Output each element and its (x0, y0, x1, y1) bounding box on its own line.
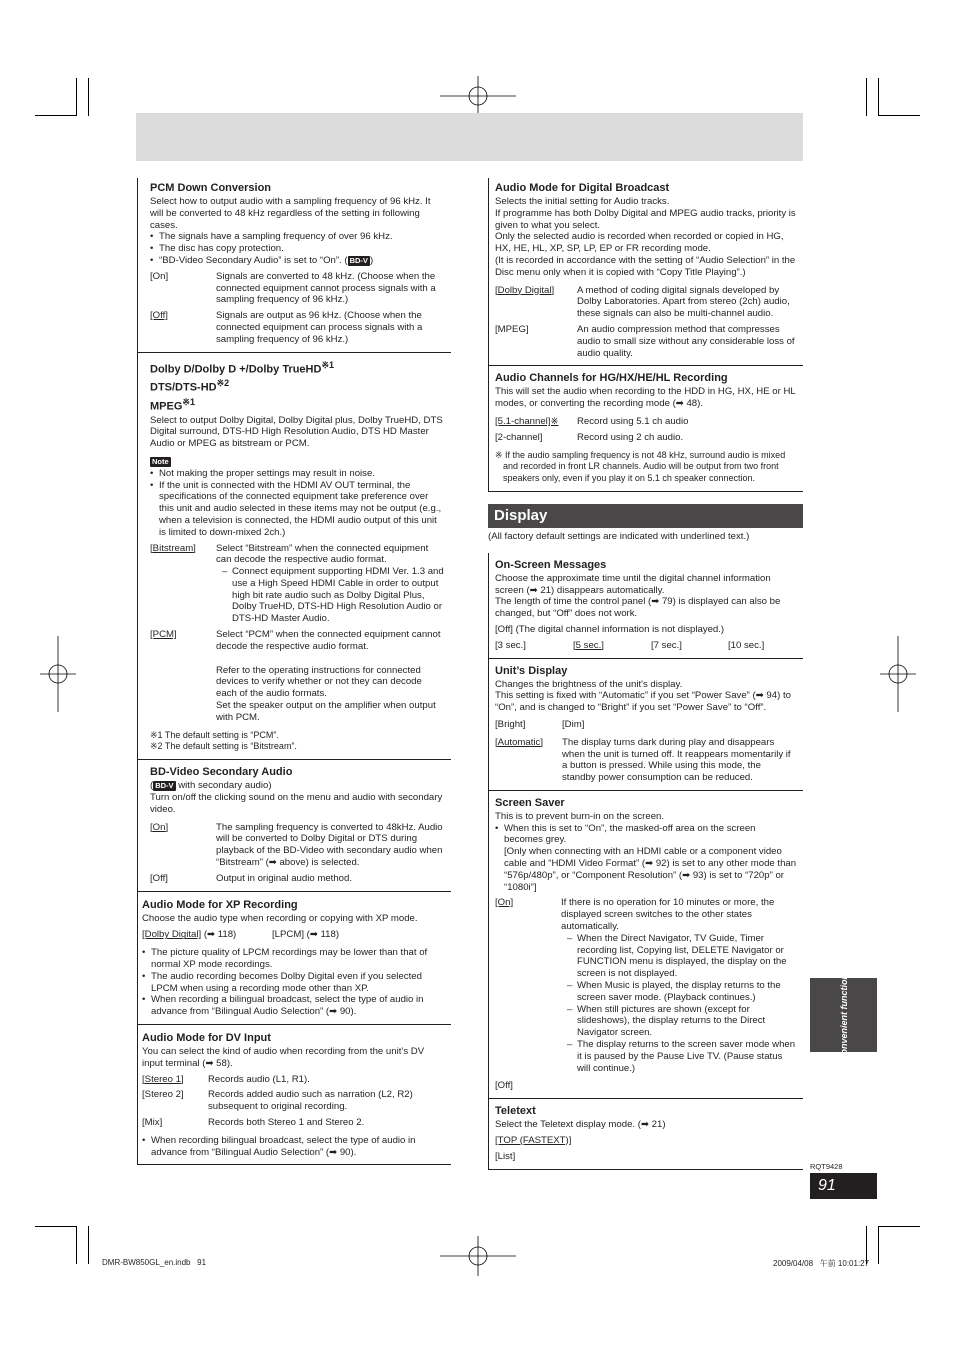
option-key: [On] (150, 270, 169, 282)
paragraph: Turn on/off the clicking sound on the menu and audio with secondary video. (150, 792, 443, 815)
option-key: [Off] (150, 872, 168, 884)
paragraph: Select how to output audio with a sampling frequency of 96 kHz. It will be converted to 48 kHz regardless of the setting in following cases. (150, 196, 431, 231)
crop-mark (35, 1226, 77, 1227)
paragraph: Select the Teletext display mode. (➡ 21) (495, 1119, 666, 1131)
option-row (495, 324, 797, 359)
option-item: [LPCM] (➡ 118) (272, 929, 340, 941)
option-row (495, 737, 797, 784)
display-note: (All factory default settings are indicated with underlined text.) (488, 530, 750, 542)
dv-input-section (137, 1025, 451, 1165)
option-key: [Off] (495, 1080, 513, 1092)
paragraph: [Only when connecting with an HDMI cable or a component video cable and “HDMI Video Format” (➡ 92) is set to any other mode than “576p/480p”, or “Component Resolution” (➡ 93) is set to “720p” or “1080i”] (504, 846, 797, 893)
paragraph: Changes the brightness of the unit's display. (495, 678, 683, 690)
option-key: [Mix] (142, 1116, 163, 1128)
option-desc: Record using 2 ch audio. (577, 431, 684, 443)
pcm-down-conversion-section (137, 178, 451, 353)
registration-mark (880, 636, 916, 712)
option-text: Select “PCM” when the connected equipment cannot decode the respective audio format. (216, 629, 441, 652)
section-title: BD-Video Secondary Audio (150, 766, 293, 779)
option-desc: Output in original audio method. (216, 872, 352, 884)
section-title: On-Screen Messages (495, 558, 607, 571)
bullet-item: • The picture quality of LPCM recordings may be lower than that of normal XP mode recordings. (142, 947, 445, 971)
note-item: • Not making the proper settings may result in noise. (150, 468, 445, 480)
option-desc: Records both Stereo 1 and Stereo 2. (208, 1116, 365, 1128)
crop-mark (866, 78, 867, 116)
crop-mark (88, 78, 89, 116)
option-text: Set the speaker output on the amplifier when output with PCM. (216, 700, 436, 723)
section-title: Audio Mode for DV Input (142, 1032, 271, 1044)
option-key: [On] (150, 821, 169, 833)
option-row (142, 929, 445, 941)
crop-mark (35, 115, 77, 116)
option-key: [Off] (150, 310, 168, 322)
section-subtitle: ( BD-V with secondary audio) (150, 780, 272, 792)
option-desc: Signals are output as 96 kHz. (Choose when the connected equipment can process signals with a sampling frequency of 96 kHz.) (216, 310, 423, 345)
option-desc: The display turns dark during play and disappears when the unit is turned off. It reappears momentarily if a button is pressed. While using this mode, the standby power consumption can be reduced. (562, 736, 791, 784)
paragraph: If programme has both Dolby Digital and MPEG audio tracks, priority is given to what you select. (495, 207, 796, 231)
bullet-item: • The disc has copy protection. (150, 243, 445, 255)
section-title (150, 377, 445, 395)
crop-mark (878, 115, 920, 116)
option-row (495, 640, 797, 652)
option-row (150, 271, 445, 306)
crop-mark (878, 1226, 879, 1264)
section-title: Audio Mode for XP Recording (142, 898, 298, 911)
option-row (150, 543, 445, 626)
option-item: [Dim] (562, 718, 585, 730)
paragraph: [Off] (The digital channel information is not displayed.) (495, 623, 725, 635)
paragraph: This will set the audio when recording to the HDD in HG, HX, HE or HL modes, or converting the recording mode (➡ 48). (495, 386, 796, 410)
option-row (495, 719, 797, 731)
option-row (142, 1089, 445, 1113)
option-key: [2-channel] (495, 431, 543, 443)
note-label: Note (152, 456, 169, 466)
title-part: MPEG (150, 400, 183, 413)
option-key: [PCM] (150, 629, 177, 641)
option-text: Select “Bitstream” when the connected equipment can decode the respective audio format. (216, 542, 429, 566)
title-part: Dolby D/Dolby D +/Dolby TrueHD (150, 363, 322, 376)
option-item: [5 sec.] (573, 639, 604, 651)
section-title: PCM Down Conversion (150, 182, 272, 194)
option-key: [Stereo 2] (142, 1089, 184, 1101)
option-row (495, 897, 797, 1074)
option-desc: The sampling frequency is converted to 48kHz. Audio will be converted to Dolby Digital or DTS during playback of the BD-Video with secondary audio when “Bitstream” (➡ above) is selected. (216, 821, 443, 869)
section-title (150, 359, 445, 377)
option-item: [TOP (FASTEXT)] (495, 1135, 572, 1147)
crop-mark (88, 1226, 89, 1264)
option-item: [10 sec.] (728, 639, 765, 651)
bullet-item: • When this is set to “On”, the masked-off area on the screen becomes grey. (495, 823, 797, 847)
display-heading: Display (488, 504, 803, 528)
note-item: • If the unit is connected with the HDMI AV OUT terminal, the specifications of the connected equipment take preference over this unit and audio selected in these items may not be output (e.g., when a television is connected, the HDMI audio output of this unit is limited to down-mixed 2ch.) (150, 480, 445, 539)
option-item (142, 929, 272, 941)
bd-video-secondary-audio-section (137, 760, 451, 891)
option-key: [Dolby Digital] (142, 929, 202, 941)
paragraph: Only the selected audio is recorded when recorded or copied in HG, HX, HE, HL, XP, SP, LP, EP or FR recording mode. (495, 231, 784, 255)
paragraph: Choose the audio type when recording or copying with XP mode. (142, 912, 418, 924)
footnote-mark: ※2 (216, 378, 230, 389)
option-item: [3 sec.] (495, 639, 526, 651)
footnote: ※1 The default setting is “PCM”. (150, 729, 279, 740)
option-row (495, 432, 797, 444)
section-title: Audio Channels for HG/HX/HE/HL Recording (495, 372, 728, 385)
header-band (136, 113, 803, 161)
option-desc: Records added audio such as narration (L2, R2) subsequent to original recording. (208, 1089, 413, 1113)
section-title: Screen Saver (495, 796, 565, 809)
bd-v-badge: BD-V (349, 255, 368, 265)
footnote-mark: ※1 (321, 359, 334, 370)
paragraph: You can select the kind of audio when recording from the unit’s DV input terminal (➡ 58). (142, 1046, 425, 1069)
paragraph: The length of time the control panel (➡ 79) is displayed can also be changed, but “Off” does not work. (495, 596, 781, 620)
bullet-item: • The audio recording becomes Dolby Digital even if you selected LPCM when using a recording mode other than XP. (142, 971, 445, 995)
footnote-mark: ※1 (182, 396, 195, 407)
bd-v-badge: BD-V (155, 781, 174, 791)
right-column (488, 178, 803, 1170)
side-tab-label: Convenient functions (838, 969, 849, 1061)
audio-channels-section (488, 366, 803, 492)
option-desc (216, 543, 445, 626)
option-key: [Bitstream] (150, 542, 196, 554)
left-column (137, 178, 451, 1165)
dolby-section (137, 353, 451, 761)
option-key: [Automatic] (495, 736, 543, 748)
option-row (150, 873, 445, 885)
crop-mark (76, 1226, 77, 1264)
digital-broadcast-section (488, 178, 803, 366)
option-row (150, 629, 445, 724)
bullet-text: “BD-Video Secondary Audio” is set to “On”. ( (159, 254, 348, 266)
option-ref: (➡ 118) (201, 929, 237, 941)
option-item: [7 sec.] (651, 639, 682, 651)
option-row (150, 822, 445, 869)
bullet-text-end: ) (369, 254, 374, 266)
paragraph: This setting is fixed with “Automatic” if you set “Power Save” (➡ 94) to “On”, and is changed to “Bright” if you set “Power Save” to “Off”. (495, 690, 791, 714)
bullet-item: • When recording bilingual broadcast, select the type of audio in advance from “Bilingual Audio Selection” (➡ 90). (142, 1135, 445, 1159)
xp-recording-section (137, 892, 451, 1025)
option-desc (561, 897, 797, 1074)
paragraph: (It is recorded in accordance with the setting of “Audio Selection” in the Disc menu only when it is copied with “Copy Title Playing”.) (495, 254, 796, 278)
registration-mark (40, 636, 76, 712)
option-desc: Records audio (L1, R1). (208, 1073, 310, 1085)
crop-mark (878, 1226, 920, 1227)
footer-file-info: DMR-BW850GL_en.indb 91 (102, 1258, 207, 1267)
footnote: ※ If the audio sampling frequency is not 48 kHz, surround audio is mixed and recorded in front LR channels. Audio will be output from two front speakers only, even if you play it on 5.1 ch speaker connection. (495, 449, 786, 484)
screen-saver-section (488, 791, 803, 1099)
dash-item: – Connect equipment supporting HDMI Ver. 1.3 and use a High Speed HDMI Cable in order to output high bit rate audio such as Dolby Digital Plus, Dolby TrueHD, DTS-HD High Resolution Audio or DTS-HD Master Audio. (222, 566, 445, 625)
option-item: [List] (495, 1150, 516, 1162)
crop-mark (878, 78, 879, 116)
units-display-section (488, 659, 803, 791)
section-side-tab (810, 969, 877, 1061)
on-screen-messages-section (488, 553, 803, 659)
option-desc: A method of coding digital signals developed by Dolby Laboratories. Apart from stereo (2ch) audio, these signals can also be multi-channel audio. (577, 284, 790, 320)
option-text: Refer to the operating instructions for connected devices to verify whether or not they can decode each of the audio formats. (216, 664, 422, 700)
option-item: [Bright] (495, 718, 526, 730)
option-desc: Record using 5.1 ch audio (577, 415, 689, 427)
model-code: RQT9428 (810, 1162, 843, 1171)
paragraph: Select to output Dolby Digital, Dolby Digital plus, Dolby TrueHD, DTS Digital surround, DTS-HD High Resolution Audio, DTS HD Master Audio or MPEG as bitstream or PCM. (150, 414, 443, 450)
option-row (142, 1074, 445, 1086)
option-key: [MPEG] (495, 323, 529, 335)
footer-timestamp: 2009/04/08 午前 10:01:27 (773, 1259, 870, 1268)
dash-item: – When still pictures are shown (except for slideshows), the display returns to the Direct Navigator screen. (567, 1004, 797, 1039)
section-title (150, 396, 445, 414)
option-key: [On] (495, 897, 514, 909)
option-row (495, 416, 797, 428)
option-key: [Dolby Digital] (495, 284, 555, 296)
bullet-item: • When recording a bilingual broadcast, select the type of audio in advance from “Bilingual Audio Selection” (➡ 90). (142, 994, 445, 1018)
bullet-item (150, 255, 445, 267)
paragraph: This is to prevent burn-in on the screen. (495, 810, 665, 822)
option-row (495, 285, 797, 320)
option-desc: Signals are converted to 48 kHz. (Choose when the connected equipment cannot process signals with a sampling frequency of 96 kHz.) (216, 270, 436, 306)
option-row (142, 1117, 445, 1129)
option-desc: An audio compression method that compresses audio to small size without any considerable loss of audio quality. (577, 323, 795, 359)
option-row (150, 310, 445, 345)
paragraph: Choose the approximate time until the digital channel information screen (➡ 21) disappears automatically. (495, 572, 771, 596)
paragraph: Selects the initial setting for Audio tracks. (495, 196, 670, 207)
option-desc (216, 629, 445, 724)
dash-item: – When Music is played, the display returns to the screen saver mode. (Playback continues.) (567, 980, 797, 1004)
title-part: DTS/DTS-HD (150, 381, 217, 394)
section-title: Audio Mode for Digital Broadcast (495, 182, 670, 194)
section-title: Teletext (495, 1105, 536, 1118)
section-title: Unit’s Display (495, 664, 568, 677)
registration-mark (440, 76, 516, 116)
option-text: If there is no operation for 10 minutes or more, the displayed screen switches to the other states automatically. (561, 897, 775, 933)
bullet-item: • The signals have a sampling frequency of over 96 kHz. (150, 231, 445, 243)
page-number: 91 (810, 1173, 877, 1199)
dash-item: – When the Direct Navigator, TV Guide, Timer recording list, Copying list, DELETE Navigator or FUNCTION menu is displayed, the display on the screen is not displayed. (567, 933, 797, 980)
option-key: [5.1-channel]※ (495, 415, 559, 427)
registration-mark (440, 1236, 516, 1276)
footnote: ※2 The default setting is “Bitstream”. (150, 741, 297, 752)
dash-item: – The display returns to the screen saver mode when it is paused by the Pause Live TV. (Pause status will continue.) (567, 1039, 797, 1074)
crop-mark (76, 78, 77, 116)
subtitle-text: with secondary audio) (175, 780, 272, 792)
option-key: [Stereo 1] (142, 1073, 184, 1085)
teletext-section (488, 1099, 803, 1169)
